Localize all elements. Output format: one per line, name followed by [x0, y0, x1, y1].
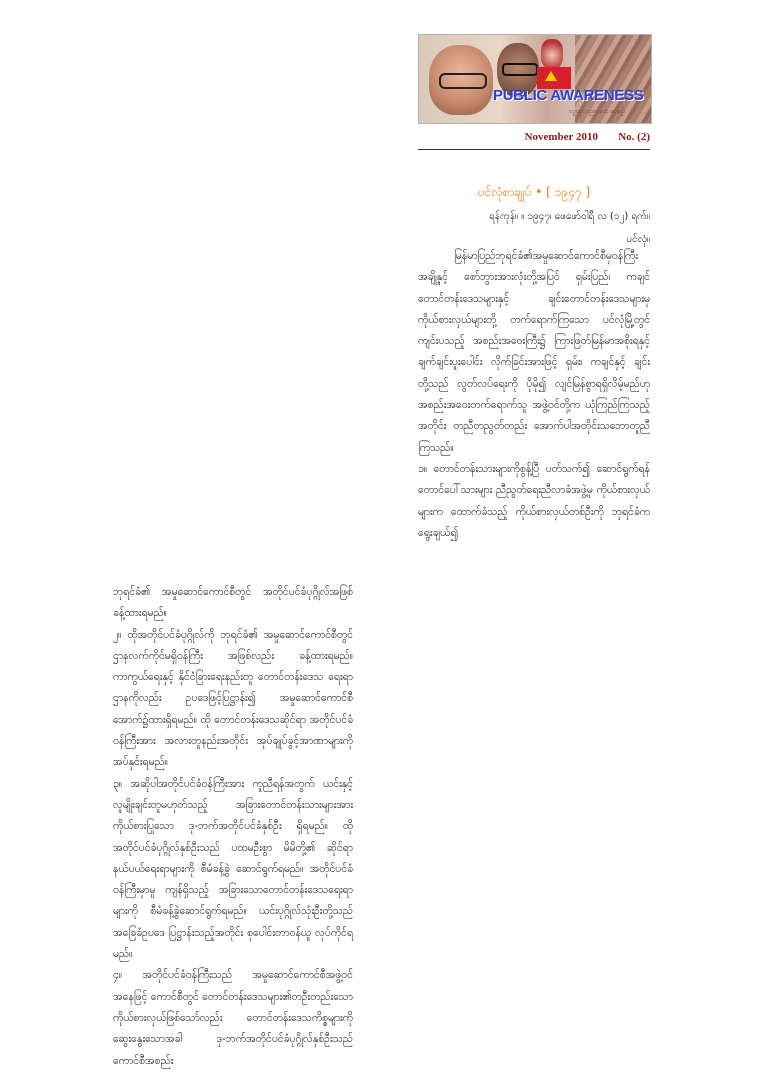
- paragraph: ၂။ ထိုအတိုင်ပင်ခံပုဂ္ဂိုလ်ကို ဘုရင်ခံ၏ အမှုဆောင်ကောင်စီတွင် ဌာနလက်ကိုင်မရှိဝန်ကြီး အဖြစ်လည်း ခန့်ထားရမည်။ ကာကွယ်ရေးနှင့် နိုင်ငံခြားရေးနည်းတူ တောင်တန်းဒေသ ရေးရာဌာနကိုလည်း ဥပဒေဖြင့်ပြဋ္ဌာန်း၍ အမှုဆောင်ကောင်စီ အောက်၌ထားရှိရမည်။ ထို တောင်တန်းဒေသဆိုင်ရာ အတိုင်ပင်ခံဝန်ကြီးအား အလားတူနည်းအတိုင်း အုပ်ချုပ်ခွင့်အာဏာများကို အပ်နှင်းရမည်။: [113, 628, 353, 769]
- banner-title: PUBLIC AWARENESS: [493, 87, 644, 104]
- publication-banner: [418, 34, 652, 124]
- place-line: ပင်လုံ။: [626, 234, 650, 245]
- paragraph: ဘုရင်ခံ၏ အမှုဆောင်ကောင်စီတွင် အတိုင်ပင်ခံပုဂ္ဂိုလ်အဖြစ် ခန့်ထားရမည်။: [113, 586, 353, 620]
- paragraph: မြန်မာပြည်ဘုရင်ခံ၏အမှုဆောင်ကောင်စီမှဝန်ကြီးအချို့နှင့် စော်ဘွားအားလုံးတို့အပြင် ရှမ်းပြည်၊ ကချင် တောင်တန်းဒေသများနှင့် ချင်းတောင်တန်းဒေသများမှ ကိုယ်စားလှယ်များတို့ တက်ရောက်ကြသော ပင်လုံမြို့တွင် ကျင်းပသည့် အစည်းအဝေးကြီး၌ ကြားဖြတ်မြန်မာအစိုးရနှင့် ချက်ချင်းပူးပေါင်း လိုက်ခြင်းအားဖြင့် ရှမ်း၊ ကချင်နှင့် ချင်းတို့သည် လွတ်လပ်ရေးကို ပိုမို၍ လျင်မြန်စွာရရှိလိမ့်မည်ဟု အစည်းအဝေးတက်ရောက်သူ အဖွဲ့ဝင်တို့က ယုံကြည်ကြသည့်အတိုင်း တညီတညွတ်တည်း အောက်ပါအတိုင်းသဘောတူညီ ကြသည်။: [418, 250, 650, 454]
- document-heading: ပင်လုံစာချုပ် • [ ၁၉၄၇ ]: [477, 185, 591, 199]
- dateline: ရန်ကုန်။ ။ ၁၉၄၇၊ ဖေဖော်ဝါရီ လ (၁၂) ရက်။: [489, 211, 650, 222]
- issue-number: No. (2): [618, 131, 650, 143]
- banner-subtitle: လူထု ပညာပေး စာစဉ်: [569, 107, 625, 115]
- party-flag-icon: [537, 67, 571, 89]
- paragraph: ၃။ အဆိုပါအတိုင်ပင်ခံဝန်ကြီးအား ကူညီရန်အတွက် ယင်းနှင့်လူမျိုးချင်းတူမဟုတ်သည့် အခြားတောင်တန်းသားများအား ကိုယ်စားပြုသော ဒု-ဘက်အတိုင်ပင်ခံနှစ်ဦး ရှိရမည်။ ထို အတိုင်ပင်ခံပုဂ္ဂိုလ်နှစ်ဦးသည် ပထမဦးစွာ မိမိတို့၏ ဆိုင်ရာနယ်ပယ်ရေးရာများကို စီမံခန့်ခွဲ ဆောင်ရွက်ရမည်။ အတိုင်ပင်ခံဝန်ကြီးမှာမူ ကျန်ရှိသည့် အခြားသောတောင်တန်းဒေသရေးရာများကို စီမံခန့်ခွဲဆောင်ရွက်ရမည်။ ယင်းပုဂ္ဂိုလ်သုံးဦးတို့သည် အခြေခံဥပဒေ ပြဋ္ဌာန်းသည့်အတိုင်း စုပေါင်းတာဝန်ယူ လုပ်ကိုင်ရမည်။: [113, 777, 353, 961]
- portrait-elder-photo: [429, 45, 493, 115]
- body-column-left: [113, 582, 353, 1067]
- paragraph: ၄။ အတိုင်ပင်ခံဝန်ကြီးသည် အမှုဆောင်ကောင်စီအဖွဲ့ဝင်အနေဖြင့် ကောင်စီတွင် တောင်တန်းဒေသများ၏တဦးတည်းသောကိုယ်စားလှယ်ဖြစ်သော်လည်း တောင်တန်းဒေသကိစ္စများကို ဆွေးနွေးသောအခါ ဒု-ဘက်အတိုင်ပင်ခံပုဂ္ဂိုလ်နှစ်ဦးသည် ကောင်စီအစည်း: [113, 969, 353, 1067]
- portrait-woman-photo: [541, 39, 563, 69]
- body-column-right: [418, 246, 650, 539]
- issue-month: November 2010: [524, 131, 598, 143]
- paragraph: ၁။ တောင်တန်းသားများကိုစွန့်ပြီ ပတ်သက်၍ ဆောင်ရွက်ရန် တောင်ပေါ်သားများ ညီညွတ်ရေးညီလာခံအဖွဲ့မှ ကိုယ်စားလှယ်များက ထောက်ခံသည့် ကိုယ်စားလှယ်တစ်ဦးကို ဘုရင်ခံက ရွေးချယ်၍: [418, 462, 650, 539]
- header-divider: [418, 149, 650, 150]
